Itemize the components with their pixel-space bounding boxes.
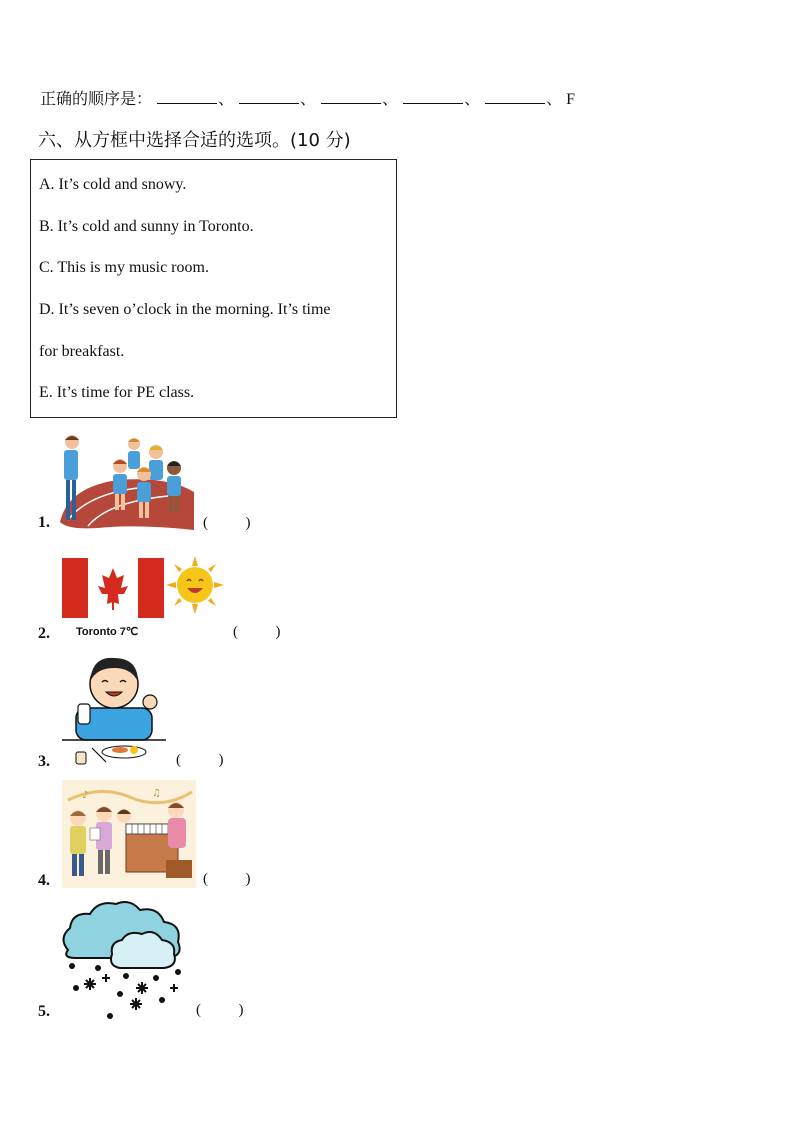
music-room-picture: [62, 780, 196, 888]
answer-paren-1[interactable]: ( ): [203, 515, 251, 531]
separator: 、: [546, 91, 563, 108]
breakfast-boy-picture: [62, 652, 166, 768]
answer-paren-4[interactable]: ( ): [203, 871, 251, 887]
question-2-number: 2.: [38, 625, 50, 642]
option-c: C. This is my music room.: [39, 259, 209, 276]
answer-paren-5[interactable]: ( ): [196, 1002, 244, 1018]
order-blank-3[interactable]: [321, 89, 381, 104]
toronto-temperature-caption: Toronto 7℃: [76, 626, 139, 638]
snow-cloud-icon: [58, 898, 186, 1020]
order-blank-1[interactable]: [157, 89, 217, 104]
option-d-continued: for breakfast.: [39, 343, 125, 360]
answer-paren-2[interactable]: ( ): [233, 624, 281, 640]
separator: 、: [464, 91, 481, 108]
order-last: F: [566, 91, 575, 108]
option-b: B. It’s cold and sunny in Toronto.: [39, 218, 254, 235]
order-line: [40, 86, 575, 109]
separator: 、: [218, 91, 235, 108]
option-d: D. It’s seven o’clock in the morning. It’s time: [39, 301, 331, 318]
order-blank-4[interactable]: [403, 89, 463, 104]
question-1-number: 1.: [38, 514, 50, 531]
answer-paren-3[interactable]: ( ): [176, 752, 224, 768]
pe-class-picture: [58, 432, 196, 532]
option-e: E. It’s time for PE class.: [39, 384, 195, 401]
order-blank-5[interactable]: [485, 89, 545, 104]
canada-flag-icon: [62, 558, 164, 618]
option-a: A. It’s cold and snowy.: [39, 176, 187, 193]
separator: 、: [300, 91, 317, 108]
separator: 、: [382, 91, 399, 108]
svg-text:♪: ♪: [82, 790, 89, 801]
sun-icon: [166, 556, 224, 614]
question-3-number: 3.: [38, 753, 50, 770]
question-5-number: 5.: [38, 1003, 50, 1020]
question-4-number: 4.: [38, 872, 50, 889]
options-box: [30, 159, 397, 418]
order-label: 正确的顺序是：: [40, 91, 153, 108]
order-blank-2[interactable]: [239, 89, 299, 104]
section-title: 六、从方框中选择合适的选项。(10 分): [38, 130, 351, 151]
svg-text:♫: ♫: [152, 788, 161, 799]
